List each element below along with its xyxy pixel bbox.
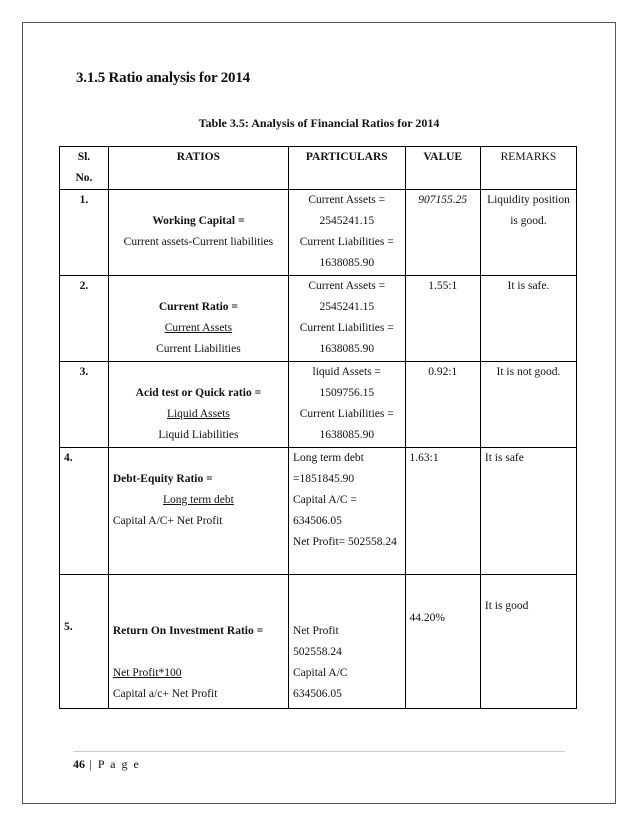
particular-line: Net Profit= 502558.24 xyxy=(292,536,397,548)
particular-line: Current Liabilities = xyxy=(299,408,394,420)
particular-line: Current Assets = xyxy=(308,280,386,292)
particular-line: 634506.05 xyxy=(292,515,342,527)
ratio-numerator: Long term debt xyxy=(162,494,234,506)
particular-line: Capital A/C = xyxy=(292,494,357,506)
table-row xyxy=(60,276,577,362)
particular-line: 2545241.15 xyxy=(319,215,375,227)
ratio-table xyxy=(59,146,577,709)
row-value: 1.63:1 xyxy=(405,448,480,575)
remark-line: Liquidity position xyxy=(487,194,570,206)
row-particulars xyxy=(288,362,405,448)
row-sl: 3. xyxy=(60,362,109,448)
row-sl: 4. xyxy=(60,448,109,575)
particular-line: 2545241.15 xyxy=(319,301,375,313)
remark-line: It is safe xyxy=(484,452,524,464)
header-sl xyxy=(60,147,109,190)
ratio-formula: Current assets-Current liabilities xyxy=(123,236,274,248)
row-value xyxy=(405,575,480,709)
particular-line: 502558.24 xyxy=(292,646,342,658)
ratio-name: Acid test or Quick ratio = xyxy=(135,387,262,399)
row-ratio xyxy=(108,190,288,276)
particular-line: 1509756.15 xyxy=(319,387,375,399)
section-heading: 3.1.5 Ratio analysis for 2014 xyxy=(76,70,250,86)
page-number: 46 xyxy=(73,757,85,771)
particular-line: 1638085.90 xyxy=(319,257,375,269)
row-ratio xyxy=(108,276,288,362)
table-header-row xyxy=(60,147,577,190)
table-row xyxy=(60,575,577,709)
particular-line: Current Liabilities = xyxy=(299,236,394,248)
row-sl xyxy=(60,575,109,709)
particular-line: liquid Assets = xyxy=(312,366,381,378)
ratio-name: Working Capital = xyxy=(152,215,245,227)
row-particulars xyxy=(288,575,405,709)
table-row xyxy=(60,190,577,276)
row-particulars xyxy=(288,190,405,276)
row-particulars xyxy=(288,448,405,575)
ratio-denominator: Capital A/C+ Net Profit xyxy=(112,515,223,527)
page-label: P a g e xyxy=(97,757,141,771)
header-sl-line1: Sl. xyxy=(77,151,91,163)
row-ratio xyxy=(108,362,288,448)
ratio-denominator: Liquid Liabilities xyxy=(158,429,239,441)
particular-line: Net Profit xyxy=(292,625,339,637)
header-remarks: REMARKS xyxy=(480,147,576,190)
particular-line: Current Liabilities = xyxy=(299,322,394,334)
row-sl: 1. xyxy=(60,190,109,276)
row-ratio xyxy=(108,575,288,709)
row-remarks xyxy=(480,575,576,709)
ratio-name: Return On Investment Ratio = xyxy=(112,625,264,637)
row-sl-text: 5. xyxy=(64,621,73,633)
footer-separator: | xyxy=(89,757,94,771)
ratio-name: Debt-Equity Ratio = xyxy=(112,473,213,485)
table-row xyxy=(60,362,577,448)
row-value: 907155.25 xyxy=(405,190,480,276)
ratio-denominator: Capital a/c+ Net Profit xyxy=(112,688,218,700)
particular-line: 1638085.90 xyxy=(319,343,375,355)
table-row xyxy=(60,448,577,575)
ratio-denominator: Current Liabilities xyxy=(156,343,241,355)
row-remarks xyxy=(480,190,576,276)
remark-line: It is not good. xyxy=(496,366,561,378)
row-value: 0.92:1 xyxy=(405,362,480,448)
row-remarks xyxy=(480,448,576,575)
table-caption: Table 3.5: Analysis of Financial Ratios for 2014 xyxy=(198,116,440,130)
row-value-text: 44.20% xyxy=(409,612,446,624)
row-remarks xyxy=(480,362,576,448)
row-value: 1.55:1 xyxy=(405,276,480,362)
ratio-name: Current Ratio = xyxy=(158,301,238,313)
particular-line: Capital A/C xyxy=(292,667,348,679)
remark-line: is good. xyxy=(510,215,547,227)
header-value: VALUE xyxy=(405,147,480,190)
row-particulars xyxy=(288,276,405,362)
header-ratios: RATIOS xyxy=(108,147,288,190)
footer-rule xyxy=(73,751,565,752)
particular-line: 634506.05 xyxy=(292,688,342,700)
particular-line: =1851845.90 xyxy=(292,473,355,485)
particular-line: Long term debt xyxy=(292,452,364,464)
particular-line: 1638085.90 xyxy=(319,429,375,441)
ratio-numerator: Liquid Assets xyxy=(166,408,230,420)
header-sl-line2: No. xyxy=(75,172,93,184)
remark-line: It is good xyxy=(484,600,529,612)
ratio-numerator: Current Assets xyxy=(164,322,233,334)
header-particulars: PARTICULARS xyxy=(288,147,405,190)
ratio-numerator: Net Profit*100 xyxy=(112,667,182,679)
row-ratio xyxy=(108,448,288,575)
page-footer xyxy=(73,757,140,772)
row-remarks xyxy=(480,276,576,362)
particular-line: Current Assets = xyxy=(308,194,386,206)
row-sl: 2. xyxy=(60,276,109,362)
remark-line: It is safe. xyxy=(507,280,550,292)
